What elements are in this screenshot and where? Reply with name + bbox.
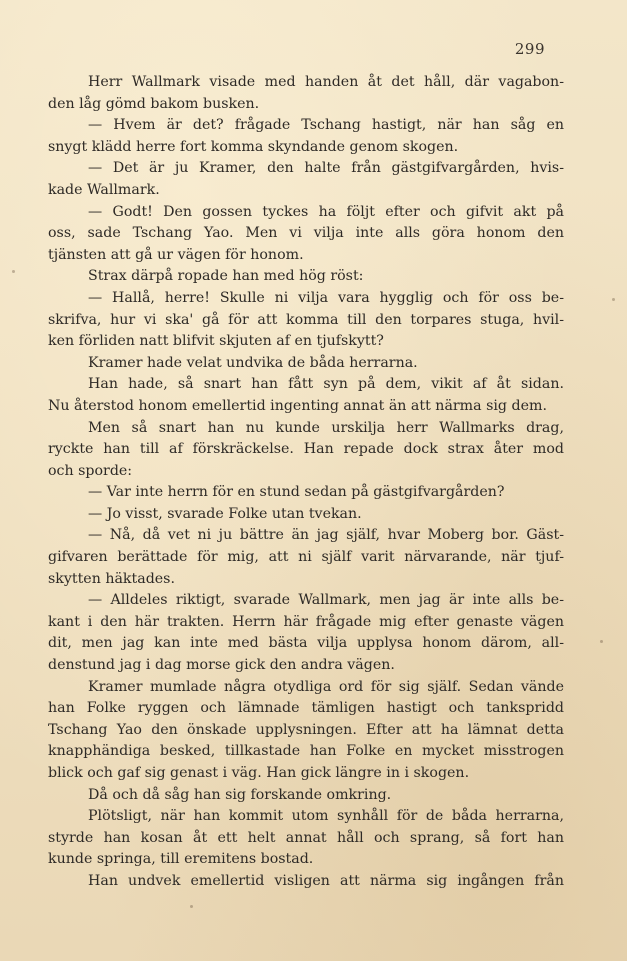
text-line: snygt klädd herre fort komma skyndande genom skogen. [48,138,459,155]
text-line: — Hallå, herre! Skulle ni vilja vara hygglig och för oss be- [88,289,564,306]
body-text [48,72,564,893]
text-line: och sporde: [48,462,133,479]
text-line: Kramer mumlade några otydliga ord för sig själf. Sedan vände [88,678,564,695]
text-line: Han undvek emellertid visligen att närma sig ingången från [88,872,564,889]
text-line: blick och gaf sig genast i väg. Han gick längre in i skogen. [48,765,470,781]
paper-speck [190,905,193,908]
text-line: skrifva, hur vi ska' gå för att komma till den torpares stuga, hvil- [48,311,564,328]
text-line: dit, men jag kan inte med bästa vilja upplysa honom därom, all- [48,635,564,652]
text-line: oss, sade Tschang Yao. Men vi vilja inte alls göra honom den [48,225,564,242]
text-line: tjänsten att gå ur vägen för honom. [48,246,304,263]
text-line: denstund jag i dag morse gick den andra vägen. [48,657,395,674]
text-line: Herr Wallmark visade med handen åt det håll, där vagabon- [88,74,564,90]
text-line: — Nå, då vet ni ju bättre än jag själf, hvar Moberg bor. Gäst- [88,527,564,544]
text-line: knapphändiga besked, tillkastade han Folke en mycket misstrogen [48,743,564,760]
text-line: kunde springa, till eremitens bostad. [48,851,314,868]
text-line: Nu återstod honom emellertid ingenting annat än att närma sig dem. [48,397,547,414]
text-line: — Var inte herrn för en stund sedan på gästgifvargården? [88,484,505,501]
text-line: ken förliden natt blifvit skjuten af en tjufskytt? [48,333,384,350]
text-line: Tschang Yao den önskade upplysningen. Efter att ha lämnat detta [48,721,564,738]
text-line: Han hade, så snart han fått syn på dem, vikit af åt sidan. [88,376,564,393]
text-line: ryckte han till af förskräckelse. Han repade dock strax åter mod [48,441,564,458]
paper-speck [12,270,15,273]
text-line: — Det är ju Kramer, den halte från gästgifvargården, hvis- [88,160,564,177]
text-line: Strax därpå ropade han med hög röst: [88,268,364,285]
text-line: — Hvem är det? frågade Tschang hastigt, när han såg en [88,117,564,134]
paper-speck [612,298,615,301]
text-line: Då och då såg han sig forskande omkring. [88,786,392,803]
text-line: — Alldeles riktigt, svarade Wallmark, men jag är inte alls be- [88,592,564,609]
paper-speck [600,640,603,643]
text-line: — Godt! Den gossen tyckes ha följt efter och gifvit akt på [88,203,564,220]
page-number: 299 [514,40,545,58]
text-line: Kramer hade velat undvika de båda herrarna. [88,354,418,371]
text-line: Plötsligt, när han kommit utom synhåll för de båda herrarna, [88,808,564,825]
text-line: skytten häktades. [48,570,175,587]
text-line: han Folke ryggen och lämnade tämligen hastigt och tankspridd [48,700,564,717]
text-line: den låg gömd bakom busken. [48,95,260,112]
text-line: kant i den här trakten. Herrn här frågade mig efter genaste vägen [48,613,564,630]
text-line: Men så snart han nu kunde urskilja herr Wallmarks drag, [88,419,564,436]
text-line: gifvaren berättade för mig, att ni själf varit närvarande, när tjuf- [48,549,564,566]
text-line: — Jo visst, svarade Folke utan tvekan. [88,505,362,522]
text-line: kade Wallmark. [48,181,160,198]
text-line: styrde han kosan åt ett helt annat håll och sprang, så fort han [48,829,564,846]
